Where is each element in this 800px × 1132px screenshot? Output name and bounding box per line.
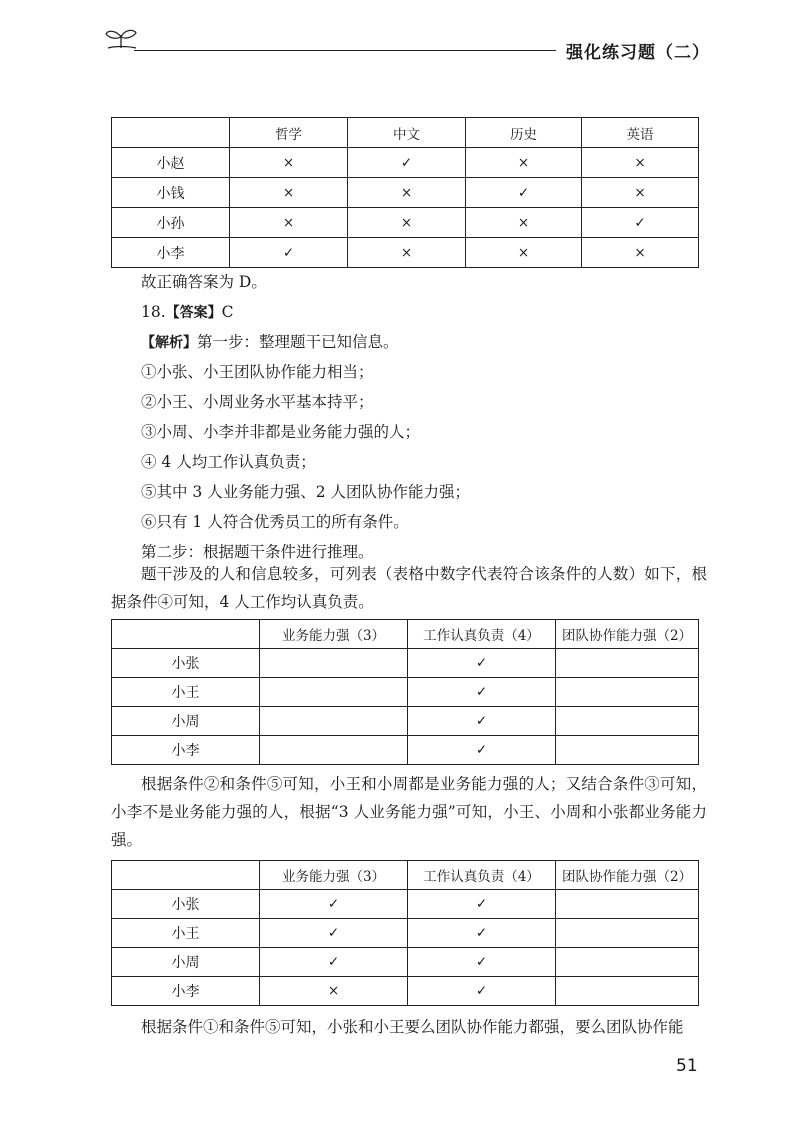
row-label: 小钱 — [112, 178, 230, 208]
analysis-tag: 【解析】 — [141, 335, 197, 351]
table-cell: × — [348, 208, 466, 238]
table-cell — [556, 678, 699, 707]
table-cell: × — [230, 178, 348, 208]
header-cell — [112, 118, 230, 148]
table-row — [112, 919, 699, 948]
paragraph-business-ability: 根据条件②和条件⑤可知，小王和小周都是业务能力强的人；又结合条件③可知，小李不是业务能力强的人，根据“3 人业务能力强”可知，小王、小周和小张都业务能力强。 — [111, 775, 707, 849]
row-label: 小张 — [112, 890, 260, 919]
answer-conclusion: 故正确答案为 D。 — [141, 273, 267, 291]
header-cell: 工作认真负责（4） — [408, 861, 556, 890]
condition-4: ④ 4 人均工作认真负责； — [141, 453, 316, 471]
table-row — [112, 148, 699, 178]
header-cell: 哲学 — [230, 118, 348, 148]
table-cell: ✓ — [408, 678, 556, 707]
table-row — [112, 890, 699, 919]
table-cell: × — [582, 148, 699, 178]
condition-2: ②小王、小周业务水平基本持平； — [141, 393, 374, 411]
question-number: 18. — [141, 303, 166, 321]
header-cell: 历史 — [466, 118, 582, 148]
table-cell: ✓ — [582, 208, 699, 238]
sprout-icon — [104, 26, 138, 50]
table-cell: ✓ — [408, 890, 556, 919]
step-one-text: 第一步：整理题干已知信息。 — [197, 333, 399, 351]
question-answer-line — [141, 302, 741, 323]
table-row — [112, 208, 699, 238]
table-cell — [260, 649, 408, 678]
table-cell: ✓ — [260, 919, 408, 948]
row-label: 小张 — [112, 649, 260, 678]
table-cell: ✓ — [408, 919, 556, 948]
header-cell: 工作认真负责（4） — [408, 620, 556, 649]
paragraph-table-intro: 题干涉及的人和信息较多，可列表（表格中数字代表符合该条件的人数）如下，根据条件④可知，4 人工作均认真负责。 — [111, 565, 707, 611]
table-cell: ✓ — [408, 736, 556, 765]
table-header-row — [112, 620, 699, 649]
table-cell: × — [466, 148, 582, 178]
header-cell — [112, 620, 260, 649]
answer-tag: 【答案】 — [165, 305, 222, 321]
row-label: 小周 — [112, 707, 260, 736]
table-cell: × — [230, 148, 348, 178]
table-cell: × — [582, 178, 699, 208]
table-header-row — [112, 861, 699, 890]
header-cell: 业务能力强（3） — [260, 861, 408, 890]
row-label: 小赵 — [112, 148, 230, 178]
table-cell: ✓ — [408, 977, 556, 1006]
header-cell: 团队协作能力强（2） — [556, 861, 699, 890]
table-row — [112, 977, 699, 1006]
row-label: 小李 — [112, 977, 260, 1006]
table-row — [112, 948, 699, 977]
table-cell — [556, 948, 699, 977]
header-cell — [112, 861, 260, 890]
row-label: 小周 — [112, 948, 260, 977]
table-cell — [556, 919, 699, 948]
row-label: 小李 — [112, 238, 230, 268]
header-cell: 英语 — [582, 118, 699, 148]
table-cell: ✓ — [408, 707, 556, 736]
table-cell — [556, 736, 699, 765]
header-cell: 团队协作能力强（2） — [556, 620, 699, 649]
table-cell: ✓ — [408, 948, 556, 977]
table-row — [112, 178, 699, 208]
row-label: 小王 — [112, 919, 260, 948]
table-cell: × — [582, 238, 699, 268]
table-cell: × — [348, 178, 466, 208]
paragraph-teamwork: 根据条件①和条件⑤可知，小张和小王要么团队协作能力都强，要么团队协作能 — [141, 1018, 684, 1036]
table-cell — [556, 649, 699, 678]
table-cell — [556, 977, 699, 1006]
table-cell — [556, 890, 699, 919]
step-two: 第二步：根据题干条件进行推理。 — [141, 543, 374, 561]
table-row — [112, 678, 699, 707]
table-cell: ✓ — [466, 178, 582, 208]
table-cell: × — [348, 238, 466, 268]
table-cell — [260, 736, 408, 765]
header-rule — [134, 50, 556, 51]
answer-value: C — [221, 303, 234, 321]
page-number: 51 — [676, 1056, 698, 1076]
table-cell: ✓ — [348, 148, 466, 178]
table-cell — [556, 707, 699, 736]
row-label: 小孙 — [112, 208, 230, 238]
table-cell: ✓ — [408, 649, 556, 678]
table-cell: × — [466, 208, 582, 238]
table-row — [112, 238, 699, 268]
table-header-row — [112, 118, 699, 148]
table-cell: ✓ — [260, 948, 408, 977]
header-cell: 业务能力强（3） — [260, 620, 408, 649]
condition-6: ⑥只有 1 人符合优秀员工的所有条件。 — [141, 513, 409, 531]
table-cell — [260, 678, 408, 707]
table-row — [112, 649, 699, 678]
table-subject-assignment — [111, 117, 699, 268]
analysis-step-one — [141, 332, 741, 353]
condition-5: ⑤其中 3 人业务能力强、2 人团队协作能力强； — [141, 483, 471, 501]
table-cell: × — [466, 238, 582, 268]
table-cell: × — [260, 977, 408, 1006]
chapter-title: 强化练习题（二） — [566, 43, 710, 63]
table-cell: × — [230, 208, 348, 238]
table-conditions-initial — [111, 619, 699, 765]
row-label: 小李 — [112, 736, 260, 765]
row-label: 小王 — [112, 678, 260, 707]
table-cell: ✓ — [230, 238, 348, 268]
table-cell — [260, 707, 408, 736]
table-row — [112, 736, 699, 765]
header-cell: 中文 — [348, 118, 466, 148]
table-cell: ✓ — [260, 890, 408, 919]
table-conditions-updated — [111, 860, 699, 1006]
table-row — [112, 707, 699, 736]
condition-3: ③小周、小李并非都是业务能力强的人； — [141, 423, 421, 441]
condition-1: ①小张、小王团队协作能力相当； — [141, 363, 374, 381]
